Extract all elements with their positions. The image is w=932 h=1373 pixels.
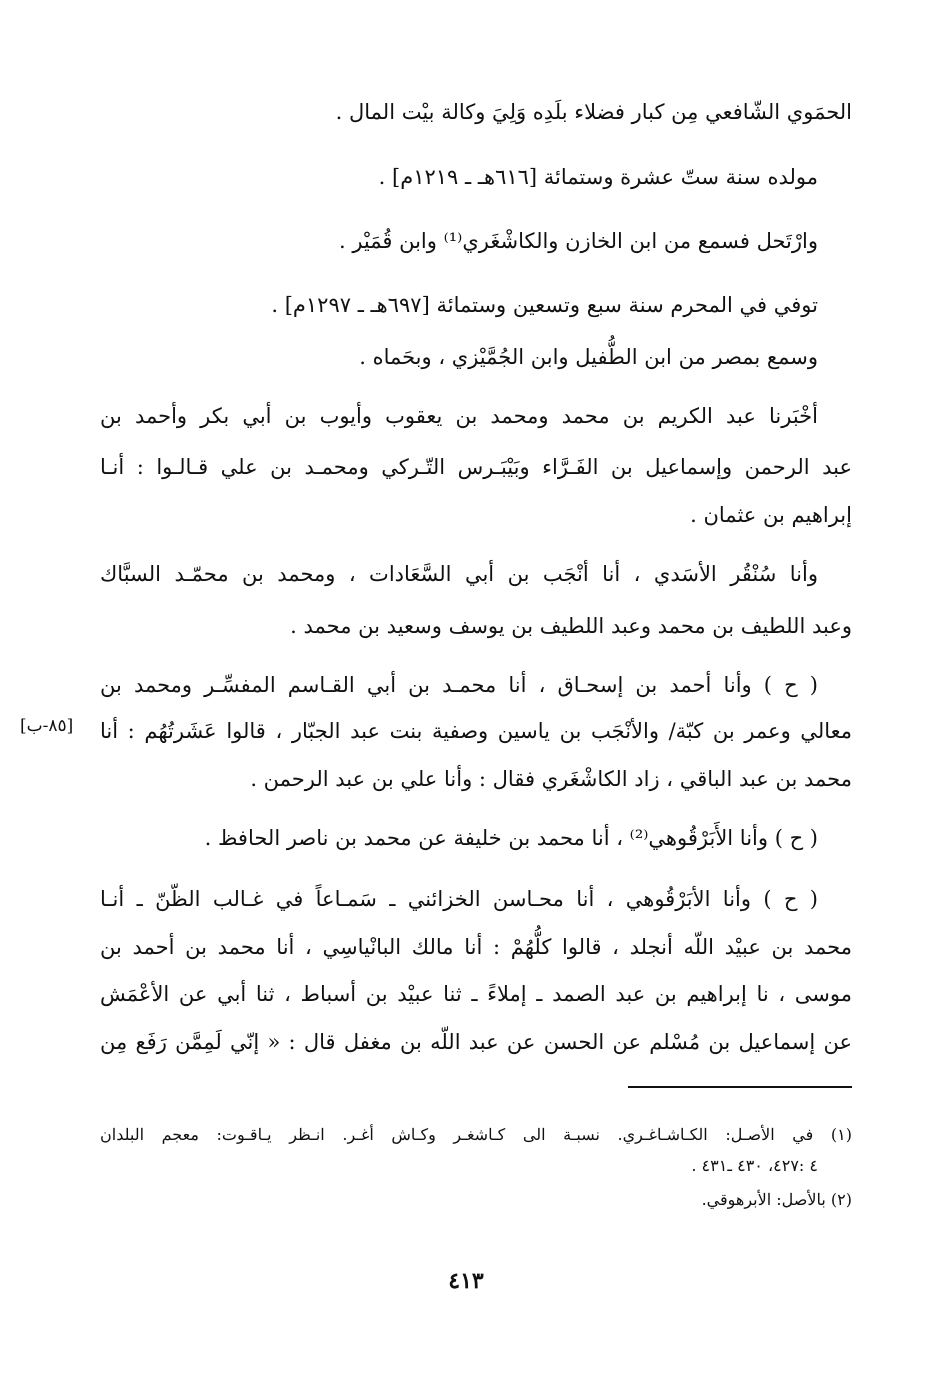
manuscript-folio-note: [٨٥-ب] [20, 716, 74, 736]
text-line-2: مولده سنة ستّ عشرة وستمائة [٦١٦هـ ـ ١٢١٩م] . [378, 165, 818, 189]
text-line-1: الحمَوي الشّافعي مِن كبار فضلاء بلَدِه وَلِيَ وكالة بيْت المال . [335, 100, 852, 124]
text-line-9: وأنا سُنْقُر الأسَدي ، أنا أنْجَب بن أبي السَّعَادات ، ومحمد بن محمّـد السبَّاك [100, 562, 818, 586]
text-line-12: معالي وعمر بن كبّة/ والأنْجَب بن ياسين وصفية بنت عبد الجبّار ، قالوا عَشَرتُهُم : أنا [100, 719, 852, 743]
page-number: ٤١٣ [448, 1268, 484, 1294]
text-line-17: موسى ، نا إبراهيم بن عبد الصمد ـ إملاءً ـ ثنا عبيْد بن أسباط ، ثنا أبي عن الأعْمَش [100, 982, 852, 1006]
text-line-15: ( ح ) وأنا الأبَرْقُوهي ، أنا محـاسن الخزائني ـ سَمـاعاً في غـالب الظّنّ ـ أنـا [100, 887, 818, 911]
text-line-18: عن إسماعيل بن مُسْلم عن الحسن عن عبد اللّه بن مغفل قال : « إنّي لَمِمَّن رَفَع مِن [100, 1030, 852, 1054]
text-line-3: وارْتَحل فسمع من ابن الخازن والكاشْغَري⁽¹⁾ وابن قُمَيْر . [338, 229, 818, 253]
text-line-10: وعبد اللطيف بن محمد وعبد اللطيف بن يوسف وسعيد بن محمد . [290, 614, 852, 638]
text-line-6: أخْبَرنا عبد الكريم بن محمد ومحمد بن يعقوب وأيوب بن أبي بكر وأحمد بن [100, 404, 818, 428]
text-line-14: ( ح ) وأنا الأَبَرْقُوهي⁽²⁾ ، أنا محمد بن خليفة عن محمد بن ناصر الحافظ . [204, 826, 818, 850]
footnote-2: (٢) بالأصل: الأبرهوقي. [701, 1190, 852, 1209]
footnote-1: (١) في الأصـل: الكـاشـاغـري. نسبـة الى كـاشغـر وكـاش أغـر. انـظر يـاقـوت: معجم البلدان [100, 1125, 852, 1144]
text-line-11: ( ح ) وأنا أحمد بن إسحـاق ، أنا محمـد بن أبي القـاسم المفسِّـر ومحمد بن [100, 673, 818, 697]
text-line-8: إبراهيم بن عثمان . [690, 503, 852, 527]
text-line-16: محمد بن عبيْد اللّه أنجلد ، قالوا كلُّهُمْ : أنا مالك البانْياسِي ، أنا محمد بن أحمد بن [100, 935, 852, 959]
text-line-13: محمد بن عبد الباقي ، زاد الكاشْغَري فقال : وأنا علي بن عبد الرحمن . [250, 767, 852, 791]
text-line-7: عبد الرحمن وإسماعيل بن الفَـرَّاء وبَيْبَـرس التّـركي ومحمـد بن علي قـالـوا : أنـا [100, 455, 852, 479]
footnote-separator [628, 1086, 852, 1088]
text-line-4: توفي في المحرم سنة سبع وتسعين وستمائة [٦٩٧هـ ـ ١٢٩٧م] . [271, 293, 818, 317]
text-line-5: وسمع بمصر من ابن الطُّفيل وابن الجُمَّيْزي ، وبحَماه . [359, 345, 818, 369]
footnote-1-continued: ٤ :٤٢٧، ٤٣٠ ـ٤٣١ . [691, 1156, 818, 1175]
